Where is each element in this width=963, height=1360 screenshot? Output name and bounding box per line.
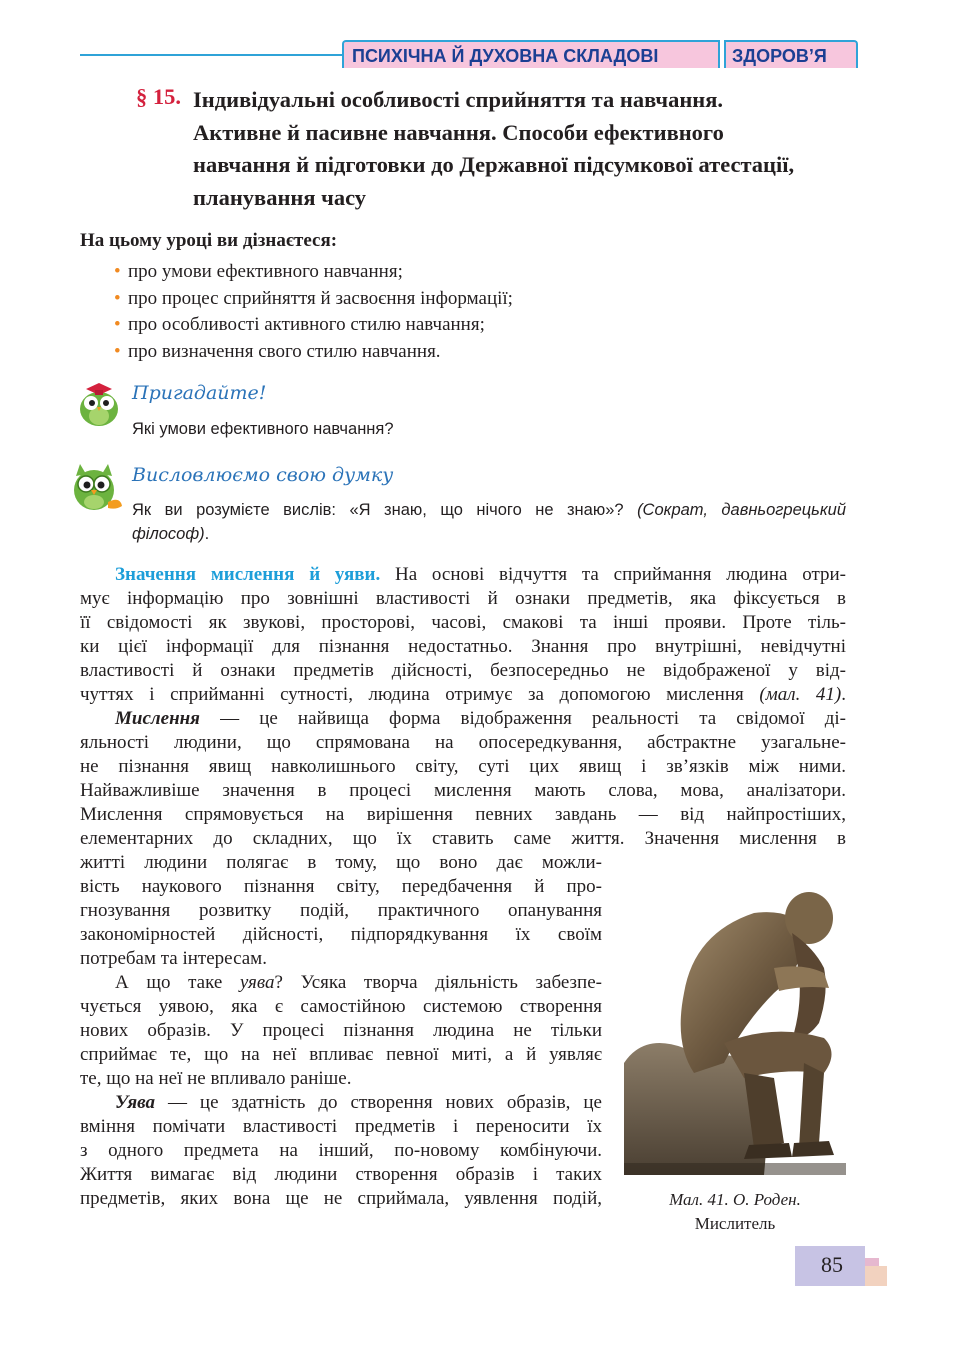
term: Уява [115, 1092, 155, 1113]
narrow-column [80, 851, 602, 1211]
text-line: житті людини полягає в тому, що воно дає можли- [80, 852, 602, 873]
text-line: елементарних до складних, що їх ставить саме життя. Значення мислення в [80, 828, 846, 849]
text-line: не пізнання явищ навколишнього світу, суті цих явищ і зв’язків між ними. [80, 756, 846, 777]
figure-reference: (мал. 41) [759, 684, 842, 705]
opinion-line: філософ). [132, 525, 210, 543]
text-line: ки цієї інформації для пізнання недостатньо. Знання про внутрішні, невідчутні [80, 636, 846, 657]
bullet-icon: • [114, 314, 121, 335]
owl-thinking-icon [70, 462, 126, 514]
page-number: 85 [821, 1252, 843, 1277]
header-rule [80, 54, 342, 56]
text-line: мує інформацію про зовнішні властивості й ознаки предметів, яка фіксується в [80, 588, 846, 609]
text-line: сприймає те, що на неї впливає певної миті, а й уявляє [80, 1044, 602, 1065]
section-heading: Значення мислення й уяви. [115, 564, 381, 585]
recall-question: Які умови ефективного навчання? [132, 420, 394, 438]
text-line: гнозування розвитку подій, практичного опанування [80, 900, 602, 921]
title-line: навчання й підготовки до Державної підсумкової атестації, [193, 152, 795, 177]
bullet-icon: • [114, 261, 121, 282]
list-item: • про особливості активного стилю навчання; [114, 312, 513, 339]
opinion-line: Як ви розумієте вислів: «Я знаю, що нічого не знаю»? (Сократ, давньогрецький [132, 501, 846, 519]
learn-heading: На цьому уроці ви дізнаєтеся: [80, 230, 338, 251]
page-title [193, 84, 883, 214]
thinker-sculpture-image [624, 873, 846, 1175]
opinion-title: Висловлюємо свою думку [132, 464, 394, 486]
learn-list [114, 259, 513, 365]
text-line: Мислення — це найвища форма відображення реальності та свідомої ді- [115, 708, 846, 729]
text-line: чуттях і сприйманні сутності, людина отримує за допомогою мислення (мал. 41). [80, 684, 846, 705]
text-line: Мислення спрямовується на вирішення певних завдань — від найпростіших, [80, 804, 846, 825]
text-line: яльності людини, що спрямована на опосередкування, абстрактне узагальне- [80, 732, 846, 753]
bullet-icon: • [114, 287, 121, 309]
term: уява [239, 972, 275, 993]
header-health-tab: ЗДОРОВ’Я [724, 40, 858, 68]
text-line: властивості й ознаки предметів дійсності, безпосередньо не відображеної у від- [80, 660, 846, 681]
text-line: А що таке уява? Усяка творча діяльність забезпе- [115, 972, 602, 993]
text-line: Уява — це здатність до створення нових образів, це [115, 1092, 602, 1113]
text-line: закономірностей дійсності, підпорядкування їх своїм [80, 924, 602, 945]
text-line: потребам та інтересам. [80, 948, 267, 969]
list-item: • про визначення свого стилю навчання. [114, 339, 513, 366]
text-line: вміння помічати властивості предметів і переносити їх [80, 1116, 602, 1137]
opinion-text [132, 499, 846, 547]
text-line: Найважливіше значення в процесі мислення мають слова, мова, аналізатори. [80, 780, 846, 801]
recall-title: Пригадайте! [132, 382, 267, 404]
text-line: те, що на неї не впливало раніше. [80, 1068, 352, 1089]
title-line: Індивідуальні особливості сприйняття та навчання. [193, 87, 724, 112]
header-section-tab: ПСИХІЧНА Й ДУХОВНА СКЛАДОВІ [342, 40, 720, 68]
header-tab-separator [720, 44, 723, 68]
list-item: • про процес сприйняття й засвоєння інформації; [114, 286, 513, 313]
paragraph-number: § 15. [136, 84, 181, 109]
list-item: • про умови ефективного навчання; [114, 259, 513, 286]
text-line: вість наукового пізнання світу, передбачення й про- [80, 876, 602, 897]
term: Мислення [115, 708, 200, 729]
text-line: Значення мислення й уяви. На основі відчуття та сприймання людина отри- [115, 564, 846, 585]
title-line: планування часу [193, 184, 367, 210]
text-line: Життя вимагає від людини створення образів і таких [80, 1164, 602, 1185]
title-line: Активне й пасивне навчання. Способи ефективного [193, 119, 724, 145]
text-line: з одного предмета на інший, по-новому комбінуючи. [80, 1140, 602, 1161]
text-line: чується уявою, яка є самостійною системою створення [80, 996, 602, 1017]
text-line: нових образів. У процесі пізнання людина не тільки [80, 1020, 602, 1041]
figure-caption: Мал. 41. О. Роден. Мислитель [669, 1190, 801, 1233]
text-line: предметів, яких вона ще не сприймала, уявлення подій, [80, 1188, 602, 1209]
owl-graduate-icon [78, 380, 120, 428]
text-line: її свідомості як звукові, просторові, часові, смакові та інші прояви. Проте тіль- [80, 612, 846, 633]
bullet-icon: • [114, 340, 121, 362]
